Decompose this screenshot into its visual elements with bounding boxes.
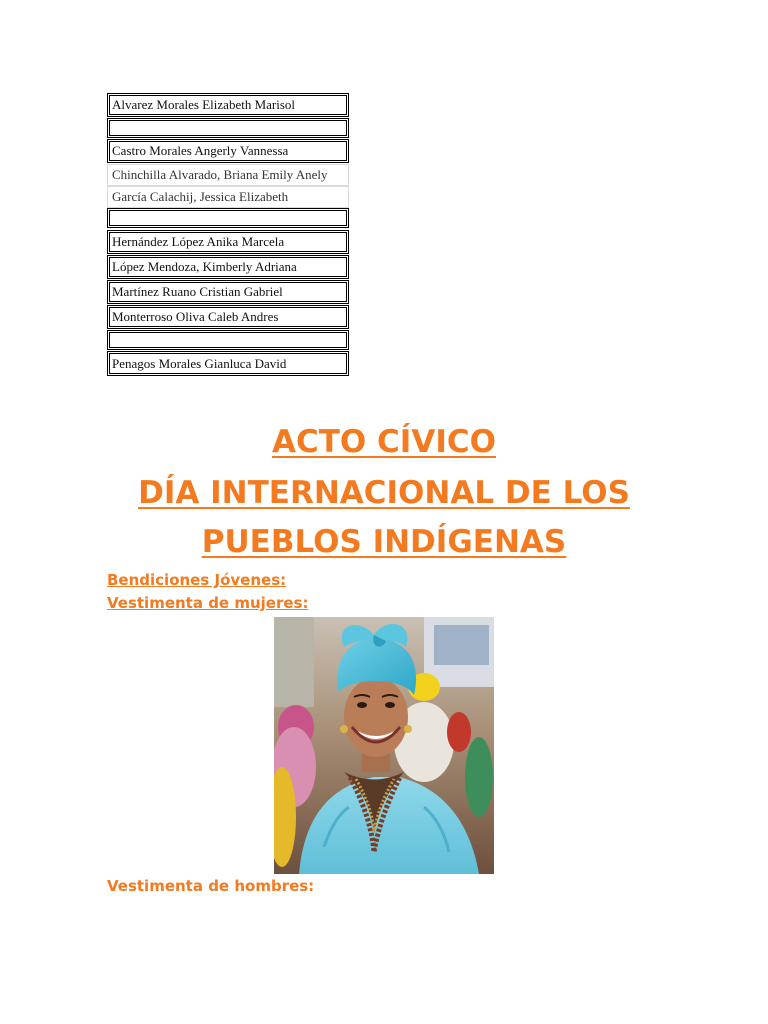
empty-row bbox=[107, 118, 349, 138]
women-clothing-heading: Vestimenta de mujeres: bbox=[107, 594, 309, 612]
student-name-row: López Mendoza, Kimberly Adriana bbox=[107, 255, 349, 279]
student-name-row: García Calachij, Jessica Elizabeth bbox=[107, 186, 349, 208]
photo-woman-traditional-dress bbox=[274, 617, 494, 874]
student-name-table bbox=[107, 93, 349, 376]
title-line-1: ACTO CÍVICO bbox=[272, 424, 496, 460]
student-name-row: Chinchilla Alvarado, Briana Emily Anely bbox=[107, 164, 349, 186]
men-clothing-heading: Vestimenta de hombres: bbox=[107, 877, 315, 895]
empty-row bbox=[107, 208, 349, 228]
student-name-row: Alvarez Morales Elizabeth Marisol bbox=[107, 93, 349, 117]
student-name-row: Hernández López Anika Marcela bbox=[107, 230, 349, 254]
student-name-row: Martínez Ruano Cristian Gabriel bbox=[107, 280, 349, 304]
student-name-row: Castro Morales Angerly Vannessa bbox=[107, 139, 349, 163]
title-line-2: DÍA INTERNACIONAL DE LOS bbox=[138, 475, 630, 511]
photo-illustration bbox=[274, 617, 494, 874]
empty-row bbox=[107, 330, 349, 350]
student-name-row: Penagos Morales Gianluca David bbox=[107, 351, 349, 376]
blessings-heading: Bendiciones Jóvenes: bbox=[107, 571, 287, 589]
student-name-row: Monterroso Oliva Caleb Andres bbox=[107, 305, 349, 329]
title-line-3: PUEBLOS INDÍGENAS bbox=[201, 524, 567, 560]
